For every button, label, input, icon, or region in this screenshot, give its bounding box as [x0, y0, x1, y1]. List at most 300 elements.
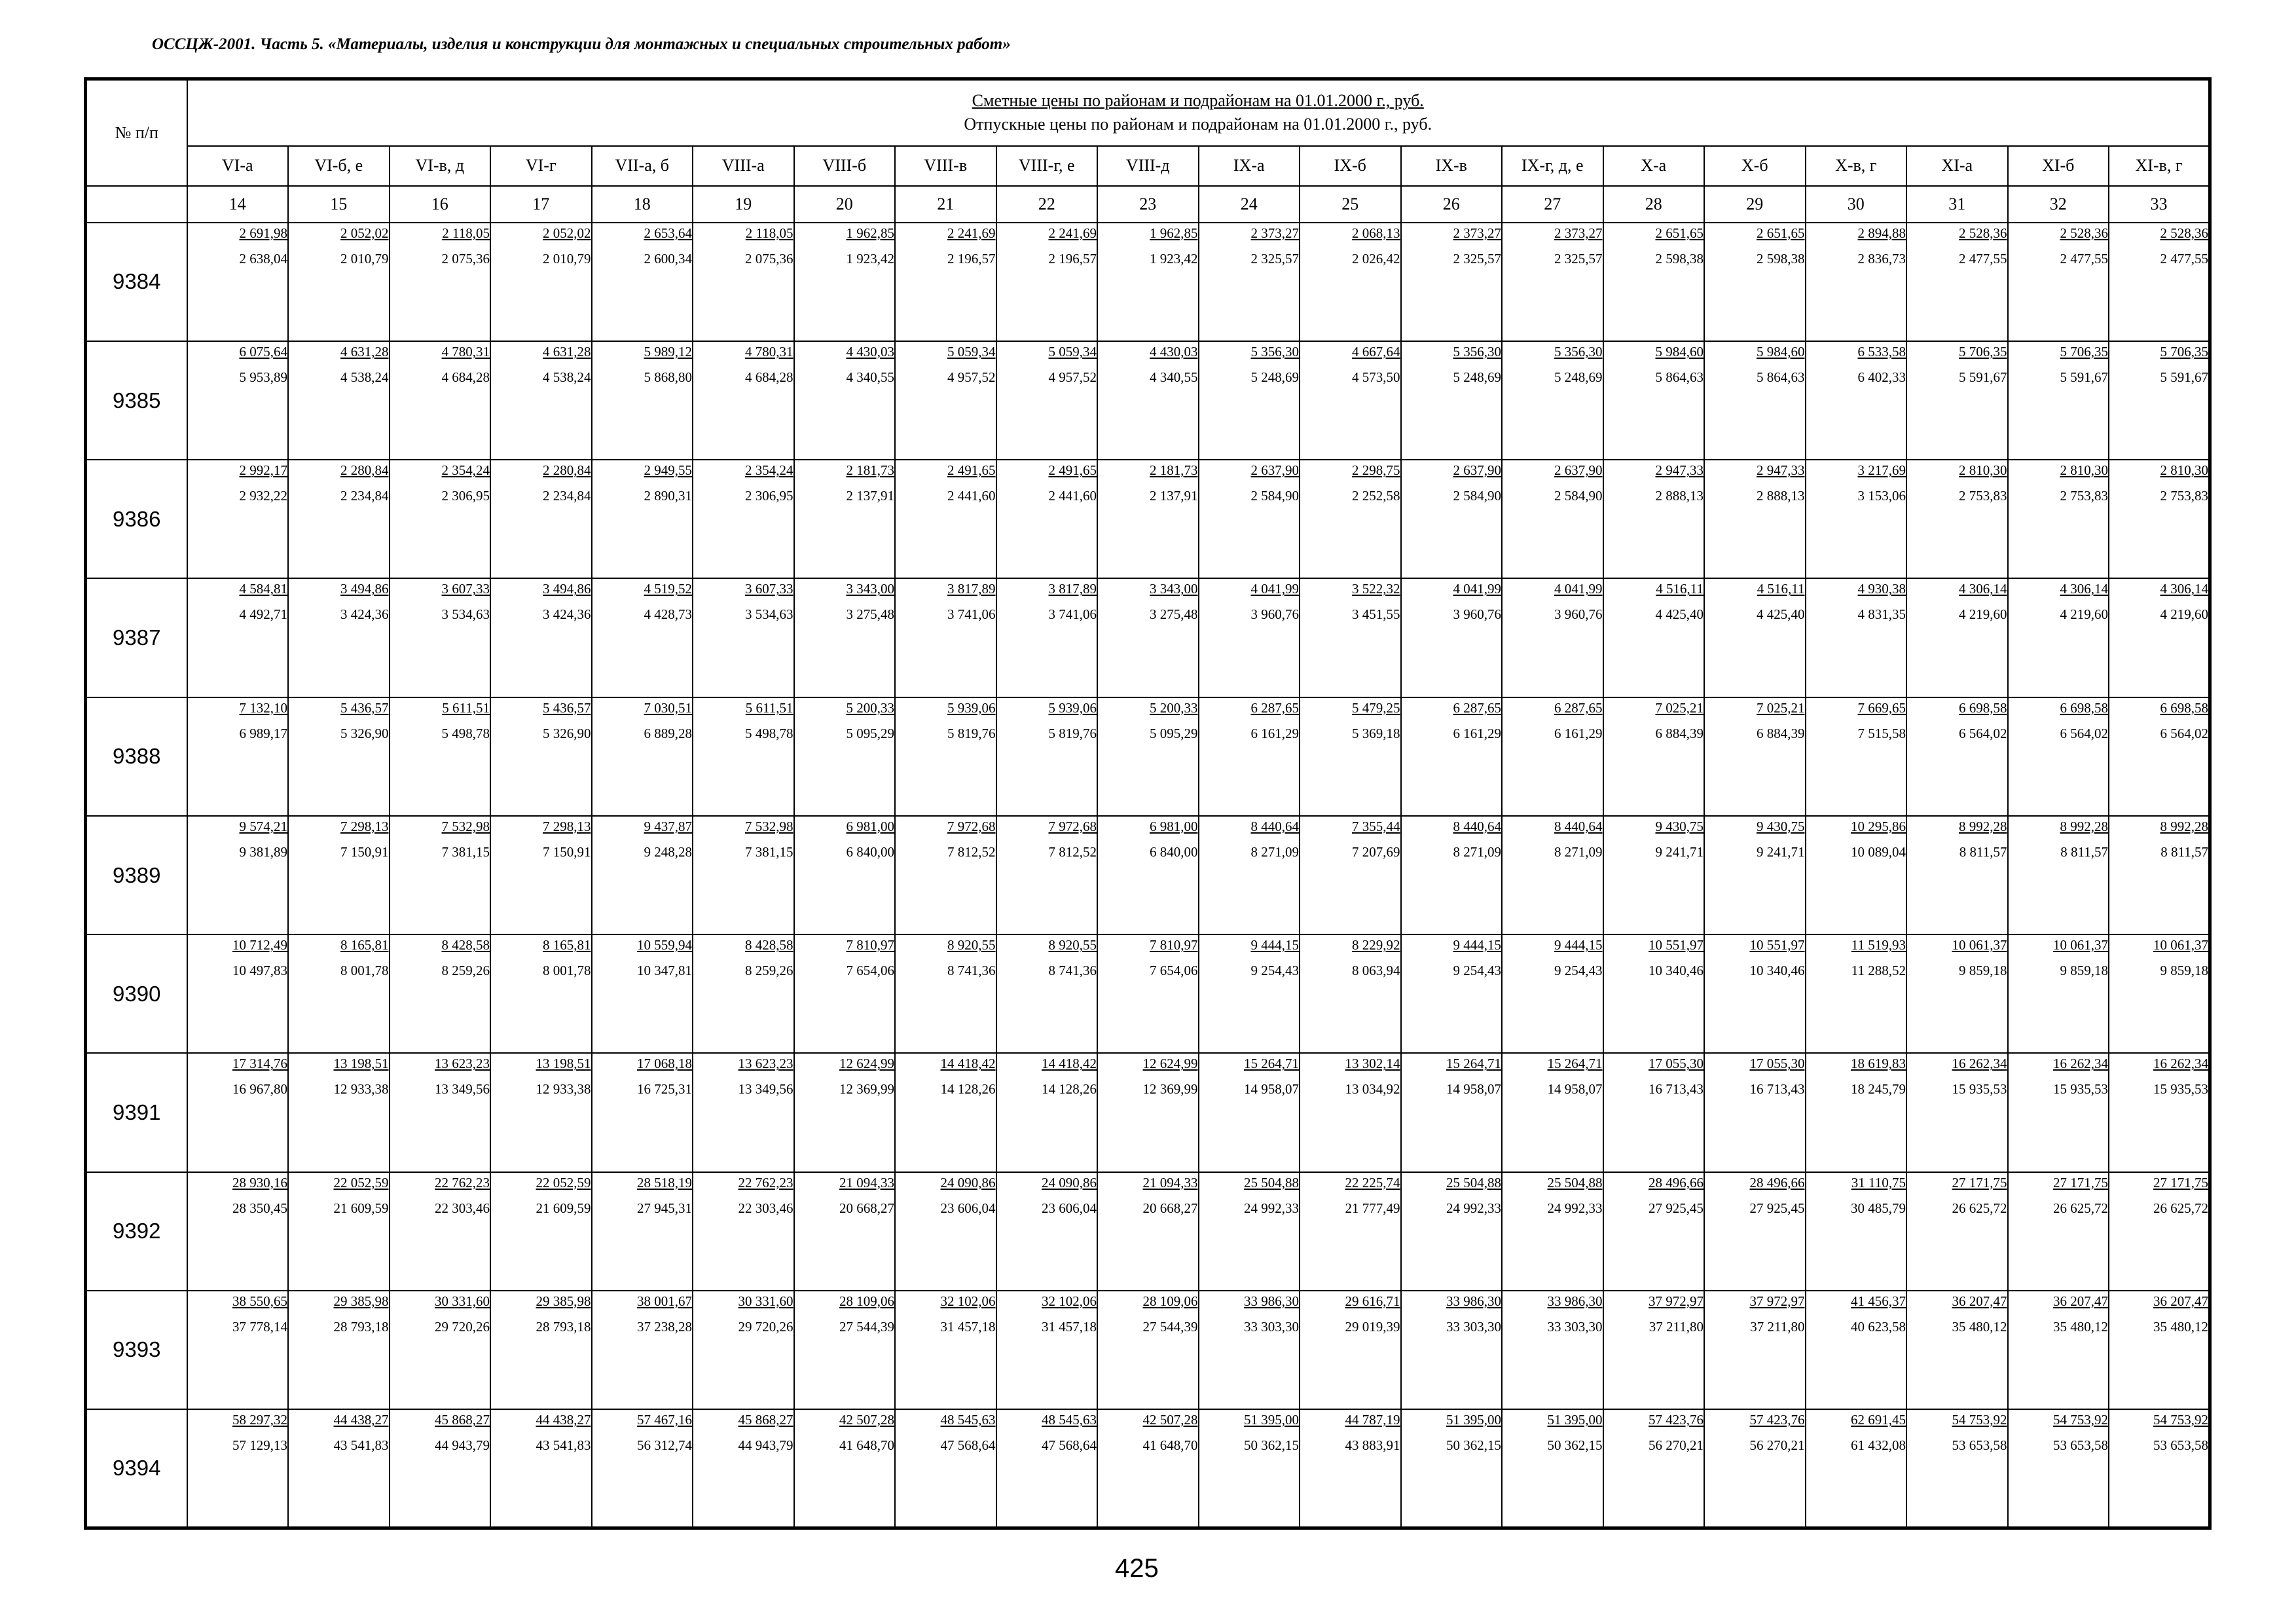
- price-cell: [1704, 223, 1806, 341]
- price-cell: [895, 1053, 996, 1172]
- estimate-price: 5 059,34: [1048, 344, 1097, 360]
- price-cell: [1300, 341, 1401, 460]
- estimate-price: 6 287,65: [1554, 699, 1603, 716]
- release-price: 6 564,02: [1959, 725, 2007, 741]
- estimate-price: 54 753,92: [2153, 1412, 2208, 1428]
- estimate-price: 1 962,85: [1150, 225, 1198, 241]
- release-price: 53 653,58: [1952, 1437, 2007, 1454]
- release-price: 3 275,48: [1150, 606, 1198, 623]
- estimate-price: 3 817,89: [1048, 581, 1097, 597]
- price-cell: [1401, 1172, 1503, 1291]
- price-cell: [1300, 223, 1401, 341]
- estimate-price: 13 623,23: [738, 1056, 793, 1072]
- price-cell: [1603, 934, 1705, 1053]
- price-cell: [794, 1409, 896, 1528]
- estimate-price: 51 395,00: [1547, 1412, 1603, 1428]
- estimate-price: 2 651,65: [1757, 225, 1805, 241]
- estimate-price: 5 436,57: [340, 699, 389, 716]
- estimate-price: 6 698,58: [1959, 699, 2007, 716]
- price-cell: [2109, 697, 2210, 816]
- release-price: 30 485,79: [1851, 1200, 1906, 1216]
- price-cell: [693, 816, 794, 934]
- price-cell: [2109, 934, 2210, 1053]
- price-cell: [490, 341, 592, 460]
- estimate-price: 7 669,65: [1857, 699, 1906, 716]
- release-price: 6 889,28: [644, 725, 692, 741]
- estimate-price: 12 624,99: [1142, 1056, 1198, 1072]
- release-price: 23 606,04: [940, 1200, 996, 1216]
- column-number: 33: [2109, 186, 2210, 223]
- price-cell: [390, 1172, 491, 1291]
- column-number: 14: [187, 186, 289, 223]
- price-cell: [1603, 1409, 1705, 1528]
- release-price: 5 248,69: [1453, 369, 1501, 385]
- release-price: 3 960,76: [1250, 606, 1299, 623]
- release-price: 27 544,39: [839, 1318, 894, 1335]
- price-cell: [2008, 223, 2109, 341]
- price-cell: [2109, 1291, 2210, 1409]
- estimate-price: 5 356,30: [1250, 344, 1299, 360]
- release-price: 3 741,06: [1048, 606, 1097, 623]
- price-cell: [1906, 1053, 2008, 1172]
- price-cell: [1704, 1053, 1806, 1172]
- release-price: 2 598,38: [1757, 250, 1805, 267]
- region-header: VI-а: [187, 146, 289, 186]
- release-price: 37 211,80: [1649, 1318, 1704, 1335]
- price-cell: [1300, 816, 1401, 934]
- estimate-price: 5 939,06: [947, 699, 996, 716]
- region-header: VI-б, е: [288, 146, 390, 186]
- price-cell: [1097, 934, 1199, 1053]
- estimate-price: 15 264,71: [1547, 1056, 1603, 1072]
- price-cell: [288, 1409, 390, 1528]
- release-price: 7 812,52: [947, 843, 996, 860]
- price-cell: [2008, 341, 2109, 460]
- price-cell: [996, 934, 1098, 1053]
- estimate-price: 5 706,35: [2160, 344, 2208, 360]
- price-cell: [288, 578, 390, 697]
- estimate-price: 8 165,81: [543, 937, 591, 953]
- region-header: IX-б: [1300, 146, 1401, 186]
- estimate-price: 7 025,21: [1757, 699, 1805, 716]
- region-header: VIII-в: [895, 146, 996, 186]
- price-cell: [592, 1409, 693, 1528]
- estimate-price: 2 280,84: [543, 462, 591, 479]
- table-row: [86, 1291, 2210, 1409]
- price-cell: [895, 697, 996, 816]
- release-price: 5 248,69: [1554, 369, 1603, 385]
- release-price: 6 161,29: [1250, 725, 1299, 741]
- release-price: 53 653,58: [2053, 1437, 2108, 1454]
- column-number: 22: [996, 186, 1098, 223]
- price-cell: [1704, 341, 1806, 460]
- release-price: 2 137,91: [846, 488, 894, 504]
- estimate-price: 7 298,13: [543, 818, 591, 834]
- estimate-price: 16 262,34: [2153, 1056, 2208, 1072]
- price-cell: [1806, 697, 1907, 816]
- release-price: 12 369,99: [839, 1081, 894, 1098]
- release-price: 2 600,34: [644, 250, 692, 267]
- estimate-price: 2 651,65: [1655, 225, 1704, 241]
- price-cell: [592, 697, 693, 816]
- release-price: 33 303,30: [1244, 1318, 1299, 1335]
- release-price: 3 153,06: [1857, 488, 1906, 504]
- estimate-price: 10 551,97: [1749, 937, 1805, 953]
- price-cell: [1806, 1409, 1907, 1528]
- price-cell: [288, 697, 390, 816]
- release-price: 2 325,57: [1453, 250, 1501, 267]
- estimate-price: 41 456,37: [1851, 1293, 1906, 1309]
- release-price: 16 713,43: [1749, 1081, 1805, 1098]
- release-price: 12 933,38: [536, 1081, 591, 1098]
- release-price: 5 248,69: [1250, 369, 1299, 385]
- estimate-price: 6 698,58: [2060, 699, 2108, 716]
- price-cell: [592, 1291, 693, 1409]
- estimate-price: 45 868,27: [738, 1412, 793, 1428]
- column-number: 20: [794, 186, 896, 223]
- price-cell: [1906, 816, 2008, 934]
- column-number: 25: [1300, 186, 1401, 223]
- estimate-price: 4 306,14: [2060, 581, 2108, 597]
- release-price: 6 884,39: [1757, 725, 1805, 741]
- estimate-price: 37 972,97: [1649, 1293, 1704, 1309]
- release-price: 9 381,89: [239, 843, 287, 860]
- price-cell: [1806, 223, 1907, 341]
- price-cell: [1502, 934, 1603, 1053]
- price-cell: [1300, 1172, 1401, 1291]
- release-price: 4 957,52: [947, 369, 996, 385]
- release-price: 2 196,57: [947, 250, 996, 267]
- price-cell: [1199, 1291, 1300, 1409]
- price-cell: [1097, 1053, 1199, 1172]
- row-id: 9392: [86, 1172, 187, 1291]
- release-price: 8 271,09: [1554, 843, 1603, 860]
- release-price: 4 428,73: [644, 606, 692, 623]
- row-id: 9388: [86, 697, 187, 816]
- release-price: 26 625,72: [1952, 1200, 2007, 1216]
- release-price: 8 063,94: [1352, 963, 1400, 979]
- price-cell: [1603, 1053, 1705, 1172]
- release-price: 2 234,84: [543, 488, 591, 504]
- price-cell: [895, 223, 996, 341]
- estimate-price: 11 519,93: [1851, 937, 1906, 953]
- estimate-price: 4 631,28: [543, 344, 591, 360]
- release-price: 29 019,39: [1345, 1318, 1400, 1335]
- price-cell: [2109, 1172, 2210, 1291]
- estimate-price: 5 356,30: [1453, 344, 1501, 360]
- estimate-price: 2 653,64: [644, 225, 692, 241]
- release-price: 3 424,36: [340, 606, 389, 623]
- estimate-price: 45 868,27: [435, 1412, 490, 1428]
- price-cell: [1502, 1172, 1603, 1291]
- estimate-price: 5 611,51: [442, 699, 490, 716]
- release-price: 61 432,08: [1851, 1437, 1906, 1454]
- release-price: 28 350,45: [232, 1200, 287, 1216]
- release-price: 4 219,60: [2160, 606, 2208, 623]
- price-cell: [895, 341, 996, 460]
- release-price-header: Отпускные цены по районам и подрайонам на 01.01.2000 г., руб.: [964, 115, 1432, 134]
- estimate-price: 8 229,92: [1352, 937, 1400, 953]
- estimate-price: 5 706,35: [1959, 344, 2007, 360]
- price-cell: [1603, 578, 1705, 697]
- release-price: 2 325,57: [1250, 250, 1299, 267]
- release-price: 8 001,78: [340, 963, 389, 979]
- estimate-price: 6 075,64: [239, 344, 287, 360]
- region-header: XI-а: [1906, 146, 2008, 186]
- release-price: 9 248,28: [644, 843, 692, 860]
- price-cell: [592, 460, 693, 578]
- table-row: [86, 1172, 2210, 1291]
- price-cell: [1806, 578, 1907, 697]
- release-price: 2 890,31: [644, 488, 692, 504]
- table-row: [86, 460, 2210, 578]
- release-price: 2 584,90: [1250, 488, 1299, 504]
- estimate-price: 57 423,76: [1649, 1412, 1704, 1428]
- price-cell: [187, 341, 289, 460]
- release-price: 27 945,31: [637, 1200, 692, 1216]
- release-price: 12 369,99: [1142, 1081, 1198, 1098]
- estimate-price: 4 516,11: [1656, 581, 1704, 597]
- release-price: 2 888,13: [1655, 488, 1704, 504]
- price-cell: [1097, 1291, 1199, 1409]
- region-header-row: [86, 146, 2210, 186]
- price-cell: [490, 1172, 592, 1291]
- release-price: 4 492,71: [239, 606, 287, 623]
- release-price: 50 362,15: [1446, 1437, 1501, 1454]
- estimate-price: 2 181,73: [1150, 462, 1198, 479]
- estimate-price: 25 504,88: [1244, 1174, 1299, 1190]
- release-price: 14 958,07: [1244, 1081, 1299, 1098]
- price-cell: [996, 223, 1098, 341]
- estimate-price: 36 207,47: [2153, 1293, 2208, 1309]
- release-price: 16 967,80: [232, 1081, 287, 1098]
- price-cell: [1704, 460, 1806, 578]
- price-cell: [996, 1291, 1098, 1409]
- estimate-price: 29 616,71: [1345, 1293, 1400, 1309]
- estimate-price: 5 200,33: [1150, 699, 1198, 716]
- price-cell: [1300, 578, 1401, 697]
- estimate-price: 2 894,88: [1857, 225, 1906, 241]
- price-cell: [592, 816, 693, 934]
- price-cell: [693, 460, 794, 578]
- estimate-price: 2 810,30: [2060, 462, 2108, 479]
- region-header: VIII-г, е: [996, 146, 1098, 186]
- estimate-price: 8 992,28: [1959, 818, 2007, 834]
- price-cell: [1401, 460, 1503, 578]
- column-number: 17: [490, 186, 592, 223]
- release-price: 6 402,33: [1857, 369, 1906, 385]
- price-table: [84, 77, 2212, 1530]
- release-price: 57 129,13: [232, 1437, 287, 1454]
- estimate-price: 5 939,06: [1048, 699, 1097, 716]
- release-price: 4 573,50: [1352, 369, 1400, 385]
- release-price: 2 234,84: [340, 488, 389, 504]
- price-cell: [1704, 1291, 1806, 1409]
- price-cell: [1603, 1291, 1705, 1409]
- release-price: 53 653,58: [2153, 1437, 2208, 1454]
- release-price: 8 741,36: [947, 963, 996, 979]
- release-price: 6 840,00: [1150, 843, 1198, 860]
- release-price: 27 925,45: [1749, 1200, 1805, 1216]
- region-header: X-б: [1704, 146, 1806, 186]
- estimate-price: 27 171,75: [2153, 1174, 2208, 1190]
- price-cell: [693, 341, 794, 460]
- release-price: 2 325,57: [1554, 250, 1603, 267]
- release-price: 14 128,26: [940, 1081, 996, 1098]
- estimate-price: 3 494,86: [340, 581, 389, 597]
- price-cell: [1199, 1172, 1300, 1291]
- release-price: 41 648,70: [839, 1437, 894, 1454]
- estimate-price: 4 041,99: [1453, 581, 1501, 597]
- estimate-price: 10 061,37: [2053, 937, 2108, 953]
- estimate-price: 4 631,28: [340, 344, 389, 360]
- estimate-price: 38 001,67: [637, 1293, 692, 1309]
- estimate-price: 58 297,32: [232, 1412, 287, 1428]
- release-price: 5 498,78: [441, 725, 490, 741]
- price-cell: [288, 460, 390, 578]
- estimate-price: 17 068,18: [637, 1056, 692, 1072]
- release-price: 14 958,07: [1547, 1081, 1603, 1098]
- price-cell: [1502, 1291, 1603, 1409]
- estimate-price: 8 165,81: [340, 937, 389, 953]
- release-price: 6 161,29: [1453, 725, 1501, 741]
- price-cell: [1502, 578, 1603, 697]
- price-cell: [390, 578, 491, 697]
- estimate-price: 54 753,92: [2053, 1412, 2108, 1428]
- price-cell: [2008, 1291, 2109, 1409]
- release-price: 5 591,67: [1959, 369, 2007, 385]
- release-price: 37 211,80: [1750, 1318, 1805, 1335]
- table-row: [86, 1409, 2210, 1528]
- price-cell: [2008, 1409, 2109, 1528]
- release-price: 1 923,42: [1150, 250, 1198, 267]
- estimate-price: 7 355,44: [1352, 818, 1400, 834]
- price-cell: [1401, 1409, 1503, 1528]
- release-price: 22 303,46: [435, 1200, 490, 1216]
- release-price: 22 303,46: [738, 1200, 793, 1216]
- estimate-price: 7 972,68: [947, 818, 996, 834]
- release-price: 14 128,26: [1042, 1081, 1097, 1098]
- release-price: 2 888,13: [1757, 488, 1805, 504]
- estimate-price: 5 984,60: [1655, 344, 1704, 360]
- estimate-price: 8 440,64: [1250, 818, 1299, 834]
- price-cell: [895, 460, 996, 578]
- price-cell: [1199, 934, 1300, 1053]
- estimate-price: 22 225,74: [1345, 1174, 1400, 1190]
- estimate-price: 4 430,03: [1150, 344, 1198, 360]
- estimate-price: 48 545,63: [940, 1412, 996, 1428]
- estimate-price: 36 207,47: [2053, 1293, 2108, 1309]
- release-price: 2 584,90: [1453, 488, 1501, 504]
- release-price: 37 238,28: [637, 1318, 692, 1335]
- estimate-price: 13 302,14: [1345, 1056, 1400, 1072]
- price-cell: [1199, 460, 1300, 578]
- column-number: 21: [895, 186, 996, 223]
- estimate-price: 5 984,60: [1757, 344, 1805, 360]
- release-price: 5 095,29: [846, 725, 894, 741]
- price-cell: [1199, 341, 1300, 460]
- region-header: VI-г: [490, 146, 592, 186]
- price-cell: [996, 816, 1098, 934]
- estimate-price: 6 698,58: [2160, 699, 2208, 716]
- estimate-price: 2 052,02: [340, 225, 389, 241]
- release-price: 2 477,55: [1959, 250, 2007, 267]
- estimate-price: 33 986,30: [1244, 1293, 1299, 1309]
- release-price: 5 498,78: [745, 725, 793, 741]
- estimate-price: 7 532,98: [441, 818, 490, 834]
- price-cell: [1097, 578, 1199, 697]
- estimate-price: 7 972,68: [1048, 818, 1097, 834]
- release-price: 8 001,78: [543, 963, 591, 979]
- release-price: 3 424,36: [543, 606, 591, 623]
- estimate-price: 4 306,14: [1959, 581, 2007, 597]
- release-price: 6 840,00: [846, 843, 894, 860]
- release-price: 8 811,57: [2160, 843, 2208, 860]
- price-cell: [1199, 578, 1300, 697]
- release-price: 50 362,15: [1547, 1437, 1603, 1454]
- estimate-price: 27 171,75: [2053, 1174, 2108, 1190]
- release-price: 9 254,43: [1554, 963, 1603, 979]
- row-id: 9394: [86, 1409, 187, 1528]
- release-price: 15 935,53: [2153, 1081, 2208, 1098]
- price-cell: [490, 1291, 592, 1409]
- estimate-price: 8 920,55: [1048, 937, 1097, 953]
- estimate-price: 44 438,27: [333, 1412, 389, 1428]
- price-cell: [288, 341, 390, 460]
- estimate-price: 57 467,16: [637, 1412, 692, 1428]
- estimate-price: 24 090,86: [940, 1174, 996, 1190]
- region-header: VIII-б: [794, 146, 896, 186]
- row-id: 9391: [86, 1053, 187, 1172]
- estimate-price: 3 343,00: [1150, 581, 1198, 597]
- price-cell: [490, 816, 592, 934]
- table-row: [86, 1053, 2210, 1172]
- estimate-price: 8 920,55: [947, 937, 996, 953]
- price-cell: [1199, 1053, 1300, 1172]
- price-cell: [187, 1172, 289, 1291]
- release-price: 18 245,79: [1851, 1081, 1906, 1098]
- estimate-price: 16 262,34: [2053, 1056, 2108, 1072]
- estimate-price: 2 354,24: [745, 462, 793, 479]
- estimate-price: 5 611,51: [745, 699, 793, 716]
- column-number: 16: [390, 186, 491, 223]
- release-price: 3 960,76: [1554, 606, 1603, 623]
- price-cell: [390, 223, 491, 341]
- price-cell: [390, 934, 491, 1053]
- estimate-price: 2 118,05: [442, 225, 490, 241]
- release-price: 2 477,55: [2160, 250, 2208, 267]
- release-price: 9 859,18: [2160, 963, 2208, 979]
- price-cell: [1603, 341, 1705, 460]
- release-price: 3 534,63: [745, 606, 793, 623]
- price-cell: [895, 934, 996, 1053]
- release-price: 3 960,76: [1453, 606, 1501, 623]
- price-cell: [1502, 816, 1603, 934]
- estimate-price: 10 061,37: [1952, 937, 2007, 953]
- release-price: 43 883,91: [1345, 1437, 1400, 1454]
- release-price: 2 075,36: [745, 250, 793, 267]
- price-cell: [1097, 1172, 1199, 1291]
- document-header: ОССЦЖ-2001. Часть 5. «Материалы, изделия и конструкции для монтажных и специальных строительных работ»: [152, 35, 1011, 53]
- estimate-price: 13 198,51: [333, 1056, 389, 1072]
- estimate-price: 2 810,30: [2160, 462, 2208, 479]
- price-cell: [1401, 1291, 1503, 1409]
- estimate-price: 6 287,65: [1250, 699, 1299, 716]
- price-cell: [490, 1053, 592, 1172]
- release-price: 40 623,58: [1851, 1318, 1906, 1335]
- column-number: 26: [1401, 186, 1503, 223]
- row-id: 9387: [86, 578, 187, 697]
